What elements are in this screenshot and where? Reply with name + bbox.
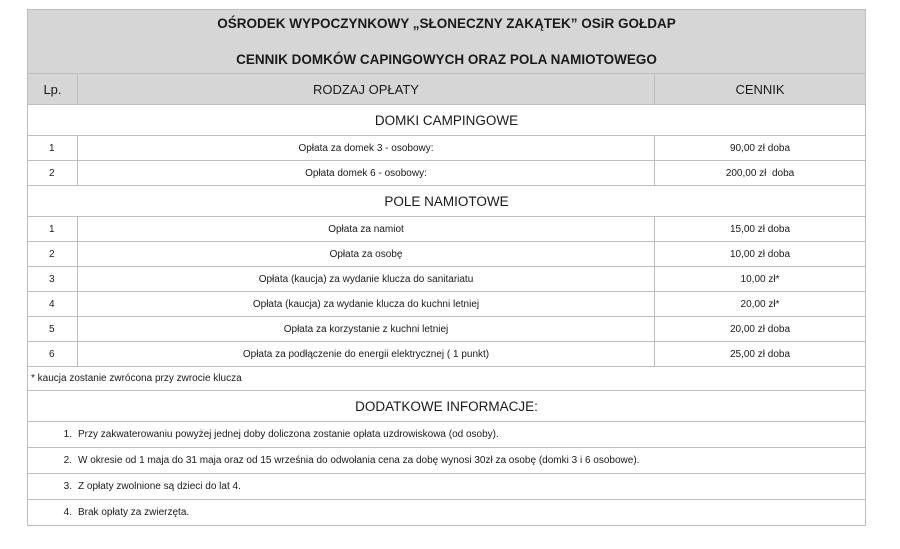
row-fee-name: Opłata za osobę [78, 242, 655, 267]
row-price: 20,00 zł doba [655, 317, 866, 342]
deposit-note-row [28, 367, 866, 391]
row-lp: 4 [28, 292, 78, 317]
column-header-lp: Lp. [28, 74, 78, 105]
row-price: 10,00 zł* [655, 267, 866, 292]
header-row [28, 10, 866, 74]
row-lp: 3 [28, 267, 78, 292]
table-row [28, 161, 866, 186]
row-lp: 1 [28, 136, 78, 161]
info-item-number: 1. [63, 429, 72, 440]
row-fee-name: Opłata za namiot [78, 217, 655, 242]
section-row-info [28, 391, 866, 422]
row-lp: 2 [28, 242, 78, 267]
row-price: 15,00 zł doba [655, 217, 866, 242]
table-row [28, 317, 866, 342]
info-item-text: W okresie od 1 maja do 31 maja oraz od 15 września do odwołania cena za dobę wynosi 30zł za osobę (domki 3 i 6 osobowe). [78, 455, 640, 466]
row-fee-name: Opłata za podłączenie do energii elektrycznej ( 1 punkt) [78, 342, 655, 367]
column-header-row [28, 74, 866, 105]
row-fee-name: Opłata za domek 3 - osobowy: [78, 136, 655, 161]
row-lp: 2 [28, 161, 78, 186]
info-item-text: Brak opłaty za zwierzęta. [78, 507, 190, 518]
price-list-sheet [27, 9, 865, 526]
row-price: 200,00 zł doba [655, 161, 866, 186]
info-item [28, 500, 866, 526]
info-item [28, 422, 866, 448]
info-item-number: 2. [63, 455, 72, 466]
row-price: 25,00 zł doba [655, 342, 866, 367]
section-row-cabins [28, 105, 866, 136]
info-item-number: 3. [63, 481, 72, 492]
column-header-type: RODZAJ OPŁATY [78, 74, 655, 105]
row-fee-name: Opłata (kaucja) za wydanie klucza do sanitariatu [78, 267, 655, 292]
row-price: 10,00 zł doba [655, 242, 866, 267]
info-item-text: Z opłaty zwolnione są dzieci do lat 4. [78, 481, 241, 492]
section-title-tents: POLE NAMIOTOWE [28, 186, 866, 217]
info-item [28, 448, 866, 474]
deposit-note: * kaucja zostanie zwrócona przy zwrocie klucza [28, 367, 866, 391]
row-lp: 5 [28, 317, 78, 342]
info-item-number: 4. [63, 507, 72, 518]
row-fee-name: Opłata za korzystanie z kuchni letniej [78, 317, 655, 342]
table-row [28, 242, 866, 267]
section-title-cabins: DOMKI CAMPINGOWE [28, 105, 866, 136]
table-row [28, 292, 866, 317]
row-lp: 1 [28, 217, 78, 242]
table-row [28, 217, 866, 242]
row-price: 20,00 zł* [655, 292, 866, 317]
header-title-line2: CENNIK DOMKÓW CAPINGOWYCH ORAZ POLA NAMIOTOWEGO [236, 52, 657, 67]
info-item-text: Przy zakwaterowaniu powyżej jednej doby doliczona zostanie opłata uzdrowiskowa (od osoby). [78, 429, 499, 440]
section-title-info: DODATKOWE INFORMACJE: [28, 391, 866, 422]
row-fee-name: Opłata domek 6 - osobowy: [78, 161, 655, 186]
column-header-price: CENNIK [655, 74, 866, 105]
price-table [27, 9, 866, 526]
table-row [28, 267, 866, 292]
table-row [28, 342, 866, 367]
row-fee-name: Opłata (kaucja) za wydanie klucza do kuchni letniej [78, 292, 655, 317]
row-price: 90,00 zł doba [655, 136, 866, 161]
document-header [28, 10, 866, 74]
info-item [28, 474, 866, 500]
section-row-tents [28, 186, 866, 217]
row-lp: 6 [28, 342, 78, 367]
table-row [28, 136, 866, 161]
header-title-line1: OŚRODEK WYPOCZYNKOWY „SŁONECZNY ZAKĄTEK” OSiR GOŁDAP [217, 16, 676, 31]
